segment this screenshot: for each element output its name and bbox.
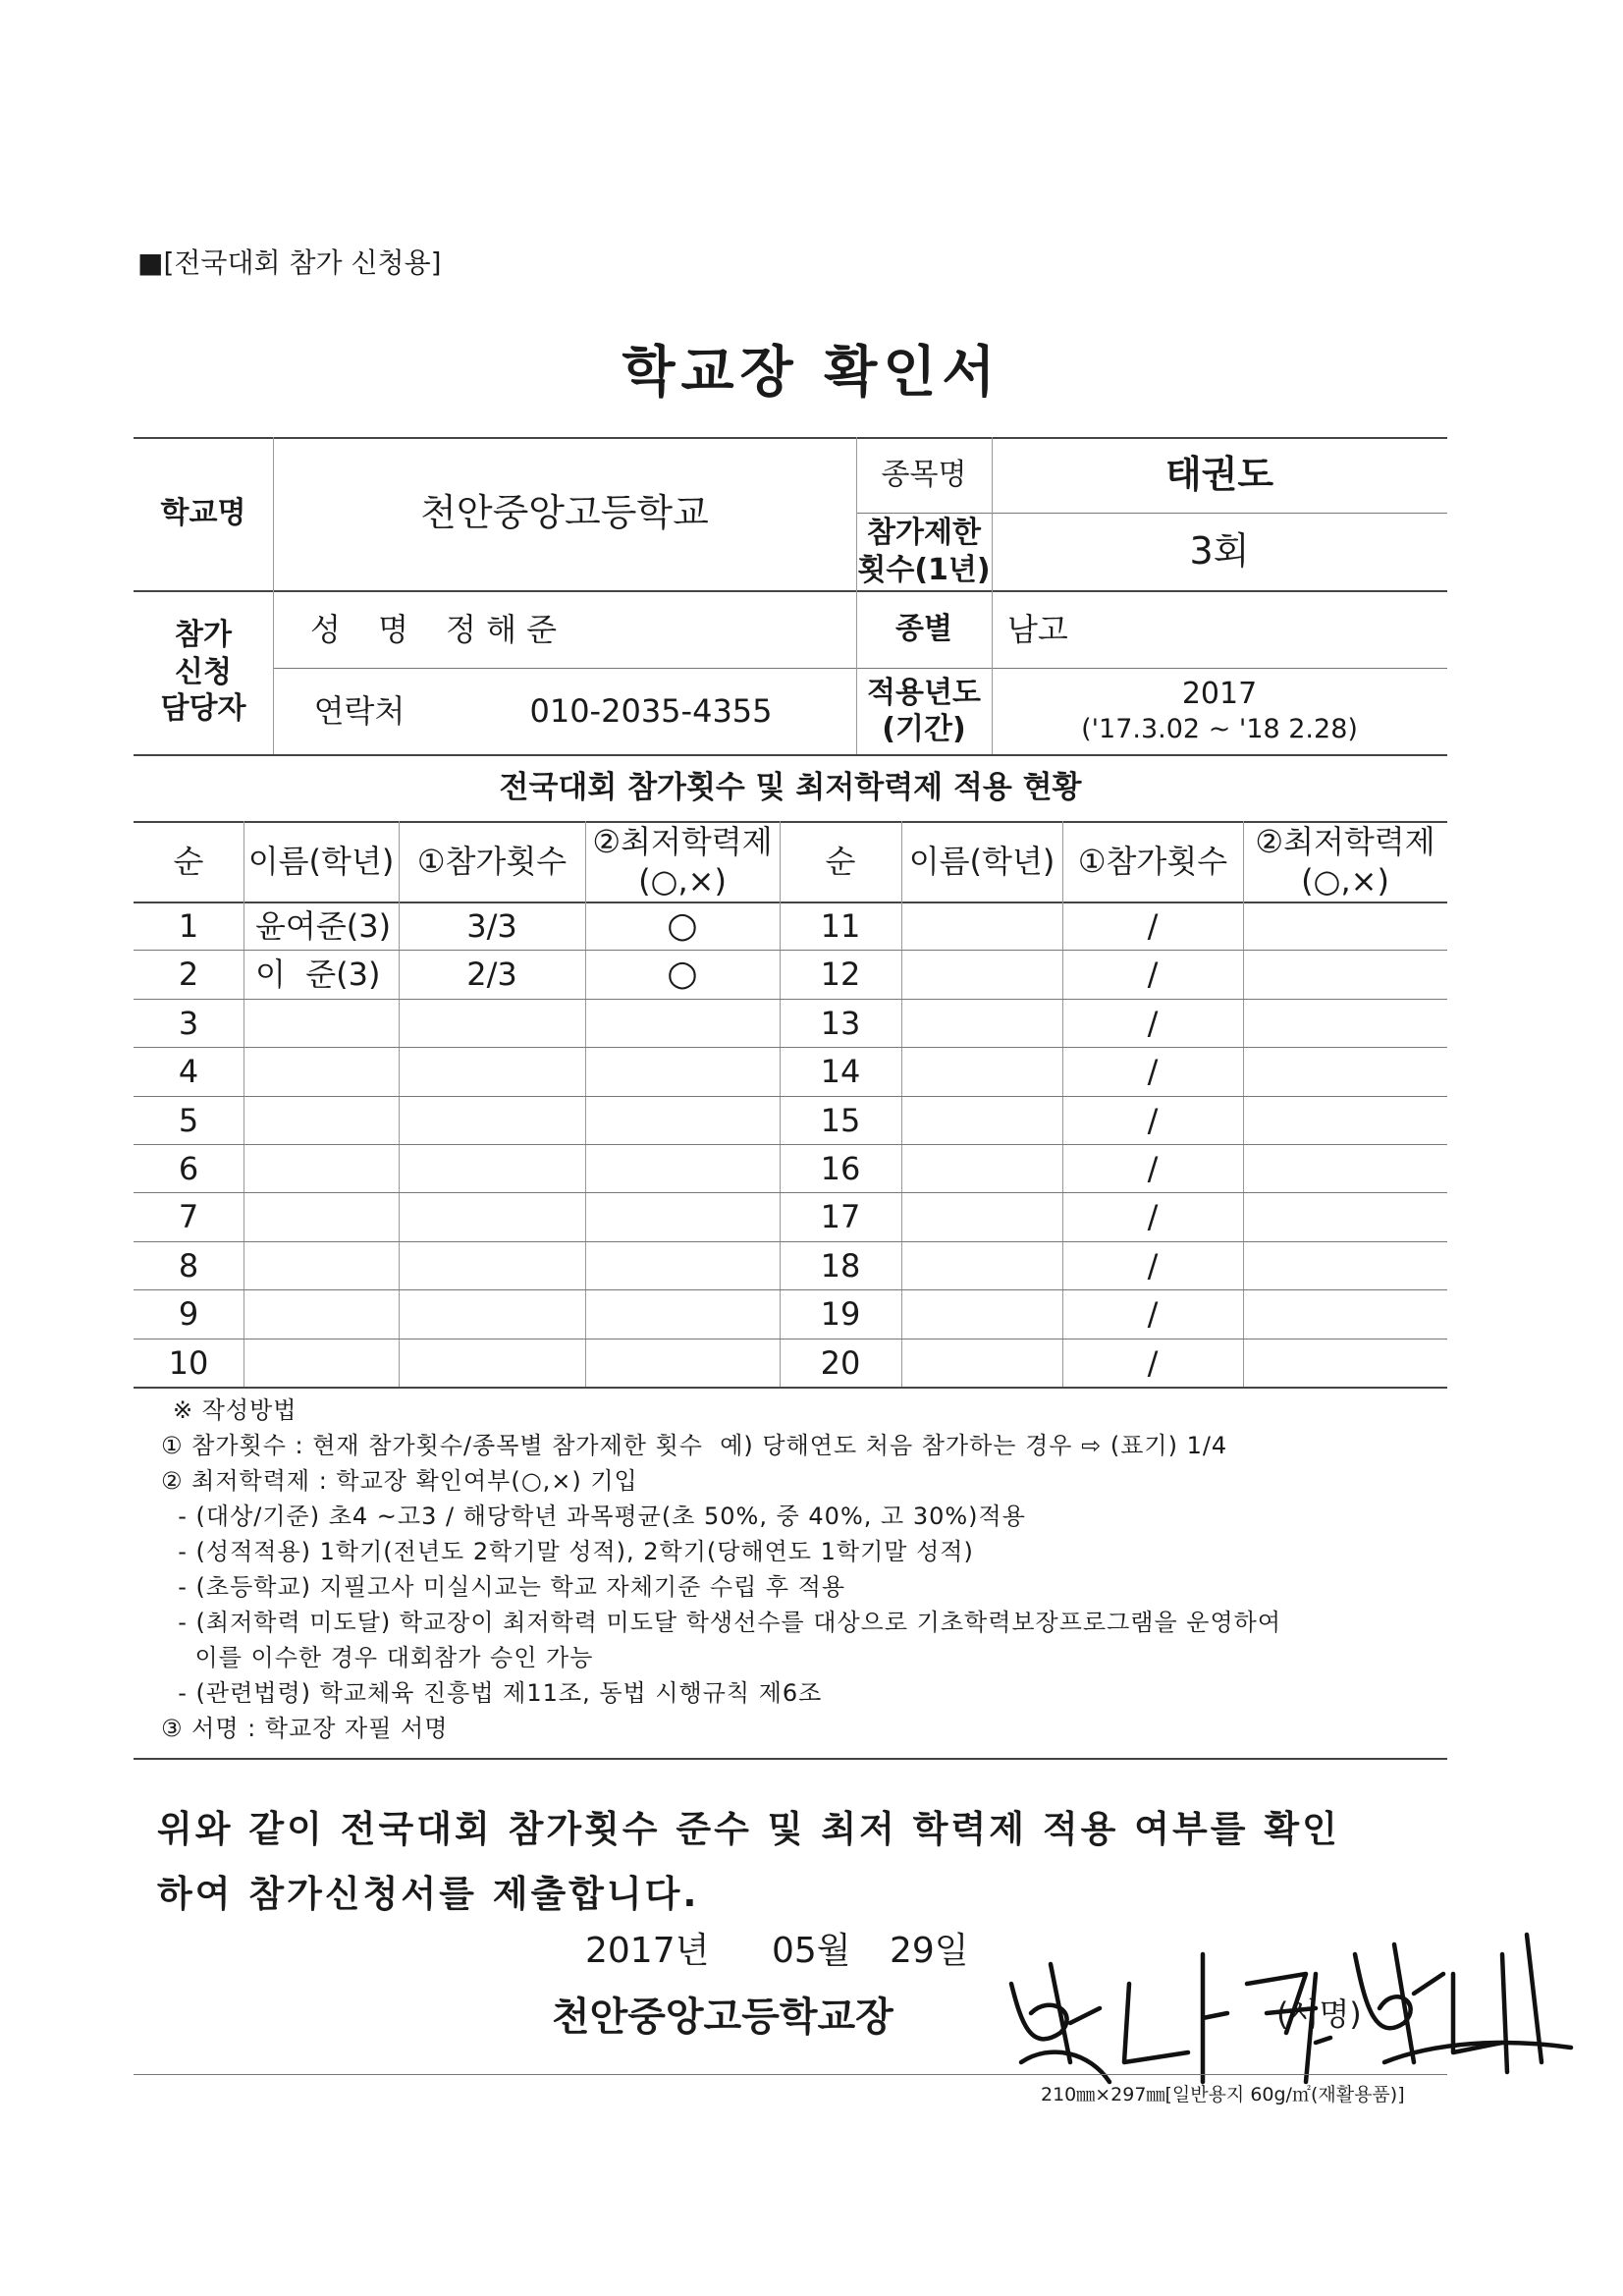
- cell-name: [243, 1339, 399, 1387]
- cell-mark-2: [1243, 1339, 1447, 1387]
- col-mark-line2: (○,×): [638, 862, 727, 900]
- document-title: 학교장 확인서: [622, 341, 1001, 405]
- cell-name-2: [901, 1096, 1062, 1144]
- cell-name: [243, 1289, 399, 1338]
- cell-no: 2: [178, 955, 199, 993]
- note-item: - (최저학력 미도달) 학교장이 최저학력 미도달 학생선수를 대상으로 기초학력보장프로그램을 운영하여: [161, 1609, 1282, 1636]
- sport-label: 종목명: [881, 457, 967, 492]
- cell-name: [243, 1144, 399, 1192]
- col-no-2: 순: [825, 843, 856, 880]
- applicant-label-line1: 참가: [175, 618, 232, 653]
- col-count: ①참가횟수: [416, 843, 568, 880]
- signature-scribble: [992, 1915, 1581, 2092]
- cell-name: 윤여준(3): [255, 906, 392, 945]
- cell-count-2: /: [1147, 1101, 1159, 1139]
- cell-mark-2: [1243, 1144, 1447, 1192]
- cell-no-2: 18: [820, 1246, 861, 1285]
- note-item: - (초등학교) 지필고사 미실시교는 학교 자체기준 수립 후 적용: [161, 1573, 846, 1601]
- cell-no-2: 13: [820, 1004, 861, 1042]
- cell-name-2: [901, 1047, 1062, 1095]
- cell-mark: [585, 1096, 780, 1144]
- period-value: ('17.3.02 ~ '18 2.28): [1081, 713, 1358, 744]
- contact-label: 연락처: [313, 692, 406, 730]
- cell-mark-2: [1243, 1241, 1447, 1289]
- limit-label: [856, 513, 992, 590]
- cell-name: [243, 1192, 399, 1240]
- cell-mark-2: [1243, 902, 1447, 950]
- cell-name-2: [901, 1144, 1062, 1192]
- col-count-2: ①참가횟수: [1077, 843, 1228, 880]
- col-mark-2-line2: (○,×): [1301, 862, 1389, 900]
- cell-no: 10: [168, 1343, 209, 1382]
- year-value: [992, 668, 1447, 754]
- cell-mark: ○: [667, 954, 698, 994]
- cell-count-2: /: [1147, 1343, 1159, 1382]
- cell-name: 이 준(3): [255, 955, 381, 993]
- sport-value: 태권도: [1164, 452, 1274, 496]
- year-label: [856, 668, 992, 754]
- cell-no: 9: [178, 1294, 199, 1333]
- contact-value: 010-2035-4355: [529, 692, 773, 730]
- col-name: 이름(학년): [247, 843, 395, 880]
- cell-count: [399, 1289, 585, 1338]
- cell-mark-2: [1243, 1192, 1447, 1240]
- cell-name: [243, 999, 399, 1047]
- applicant-label-line2: 신청: [175, 654, 232, 689]
- school-name-label: 학교명: [160, 496, 246, 531]
- cell-name: [243, 1096, 399, 1144]
- note-heading: ※ 작성방법: [173, 1396, 298, 1424]
- cell-no: 6: [178, 1149, 199, 1187]
- note-item: 이를 이수한 경우 대회참가 승인 가능: [161, 1644, 594, 1671]
- limit-value: 3회: [1189, 528, 1250, 573]
- cell-mark-2: [1243, 1096, 1447, 1144]
- cell-count-2: /: [1147, 1197, 1159, 1235]
- date-day: 29일: [890, 1931, 969, 1971]
- cell-name: [243, 1047, 399, 1095]
- cell-mark-2: [1243, 950, 1447, 998]
- cell-count: [399, 1047, 585, 1095]
- cell-no-2: 16: [820, 1149, 861, 1187]
- declaration-line2: 하여 참가신청서를 제출합니다.: [157, 1873, 700, 1915]
- limit-label-line2: 횟수(1년): [857, 552, 991, 587]
- cell-count-2: /: [1147, 1294, 1159, 1333]
- cell-name: [243, 1241, 399, 1289]
- cell-mark-2: [1243, 999, 1447, 1047]
- col-mark-line1: ②최저학력제: [592, 823, 773, 860]
- note-item: - (대상/기준) 초4 ~고3 / 해당학년 과목평균(초 50%, 중 40%, 고 30%)적용: [161, 1503, 1026, 1530]
- cell-count: [399, 999, 585, 1047]
- cell-mark: [585, 1192, 780, 1240]
- cell-count-2: /: [1147, 1246, 1159, 1285]
- table-title: 전국대회 참가횟수 및 최저학력제 적용 현황: [499, 769, 1082, 805]
- cell-count: [399, 1241, 585, 1289]
- cell-count-2: /: [1147, 1149, 1159, 1187]
- cell-count: [399, 1339, 585, 1387]
- type-label: 종별: [895, 611, 952, 646]
- cell-mark: [585, 1289, 780, 1338]
- applicant-label-line3: 담당자: [160, 691, 246, 727]
- cell-no-2: 12: [820, 955, 861, 993]
- cell-count-2: /: [1147, 1004, 1159, 1042]
- year-number: 2017: [1181, 677, 1258, 712]
- cell-name-2: [901, 1289, 1062, 1338]
- cell-count: [399, 1192, 585, 1240]
- note-item: ② 최저학력제 : 학교장 확인여부(○,×) 기입: [161, 1467, 638, 1495]
- paper-spec: 210㎜×297㎜[일반용지 60g/㎡(재활용품)]: [1041, 2084, 1405, 2105]
- cell-no: 8: [178, 1246, 199, 1285]
- cell-mark: [585, 1241, 780, 1289]
- cell-count-2: /: [1147, 955, 1159, 993]
- name-label: 성 명: [310, 610, 408, 648]
- note-item: - (관련법령) 학교체육 진흥법 제11조, 동법 시행규칙 제6조: [161, 1679, 823, 1707]
- name-value: 정 해 준: [446, 610, 558, 648]
- cell-no-2: 19: [820, 1294, 861, 1333]
- type-value: 남고: [1007, 610, 1068, 648]
- date-month: 05월: [772, 1931, 851, 1971]
- cell-count: 2/3: [466, 955, 517, 993]
- cell-name-2: [901, 999, 1062, 1047]
- cell-name-2: [901, 1339, 1062, 1387]
- cell-no: 1: [178, 906, 199, 945]
- cell-mark: [585, 1339, 780, 1387]
- declaration-line1: 위와 같이 전국대회 참가횟수 준수 및 최저 학력제 적용 여부를 확인: [157, 1808, 1340, 1850]
- cell-mark: [585, 1047, 780, 1095]
- cell-no-2: 14: [820, 1052, 861, 1090]
- form-type-tag: ■[전국대회 참가 신청용]: [137, 246, 442, 279]
- cell-count: [399, 1096, 585, 1144]
- cell-name-2: [901, 1241, 1062, 1289]
- note-item: - (성적적용) 1학기(전년도 2학기말 성적), 2학기(당해연도 1학기말 성적): [161, 1538, 974, 1565]
- col-mark: [585, 821, 780, 902]
- cell-mark: [585, 1144, 780, 1192]
- note-item: ③ 서명 : 학교장 자필 서명: [161, 1715, 449, 1742]
- cell-count-2: /: [1147, 906, 1159, 945]
- cell-count: [399, 1144, 585, 1192]
- principal-title: 천안중앙고등학교장: [552, 1995, 893, 2040]
- cell-no: 4: [178, 1052, 199, 1090]
- year-label-line2: (기간): [882, 712, 966, 746]
- sign-label: (서명): [1276, 1995, 1362, 2033]
- year-label-line1: 적용년도: [867, 675, 981, 710]
- cell-count-2: /: [1147, 1052, 1159, 1090]
- cell-mark: [585, 999, 780, 1047]
- col-mark-2: [1243, 821, 1447, 902]
- cell-no-2: 15: [820, 1101, 861, 1139]
- note-item: ① 참가횟수 : 현재 참가횟수/종목별 참가제한 횟수 예) 당해연도 처음 참가하는 경우 ⇨ (표기) 1/4: [161, 1432, 1228, 1459]
- limit-label-line1: 참가제한: [867, 516, 981, 550]
- cell-mark-2: [1243, 1289, 1447, 1338]
- cell-no-2: 17: [820, 1197, 861, 1235]
- col-name-2: 이름(학년): [908, 843, 1055, 880]
- cell-no-2: 20: [820, 1343, 861, 1382]
- cell-no: 3: [178, 1004, 199, 1042]
- col-mark-2-line1: ②최저학력제: [1255, 823, 1435, 860]
- cell-name-2: [901, 950, 1062, 998]
- cell-no: 7: [178, 1197, 199, 1235]
- school-name-value: 천안중앙고등학교: [420, 491, 709, 535]
- cell-name-2: [901, 1192, 1062, 1240]
- cell-mark-2: [1243, 1047, 1447, 1095]
- col-no: 순: [173, 843, 204, 880]
- cell-count: 3/3: [466, 906, 517, 945]
- date-year: 2017년: [585, 1931, 710, 1971]
- applicant-label: [134, 590, 273, 754]
- cell-mark: ○: [667, 905, 698, 946]
- cell-name-2: [901, 902, 1062, 950]
- cell-no: 5: [178, 1101, 199, 1139]
- cell-no-2: 11: [820, 906, 861, 945]
